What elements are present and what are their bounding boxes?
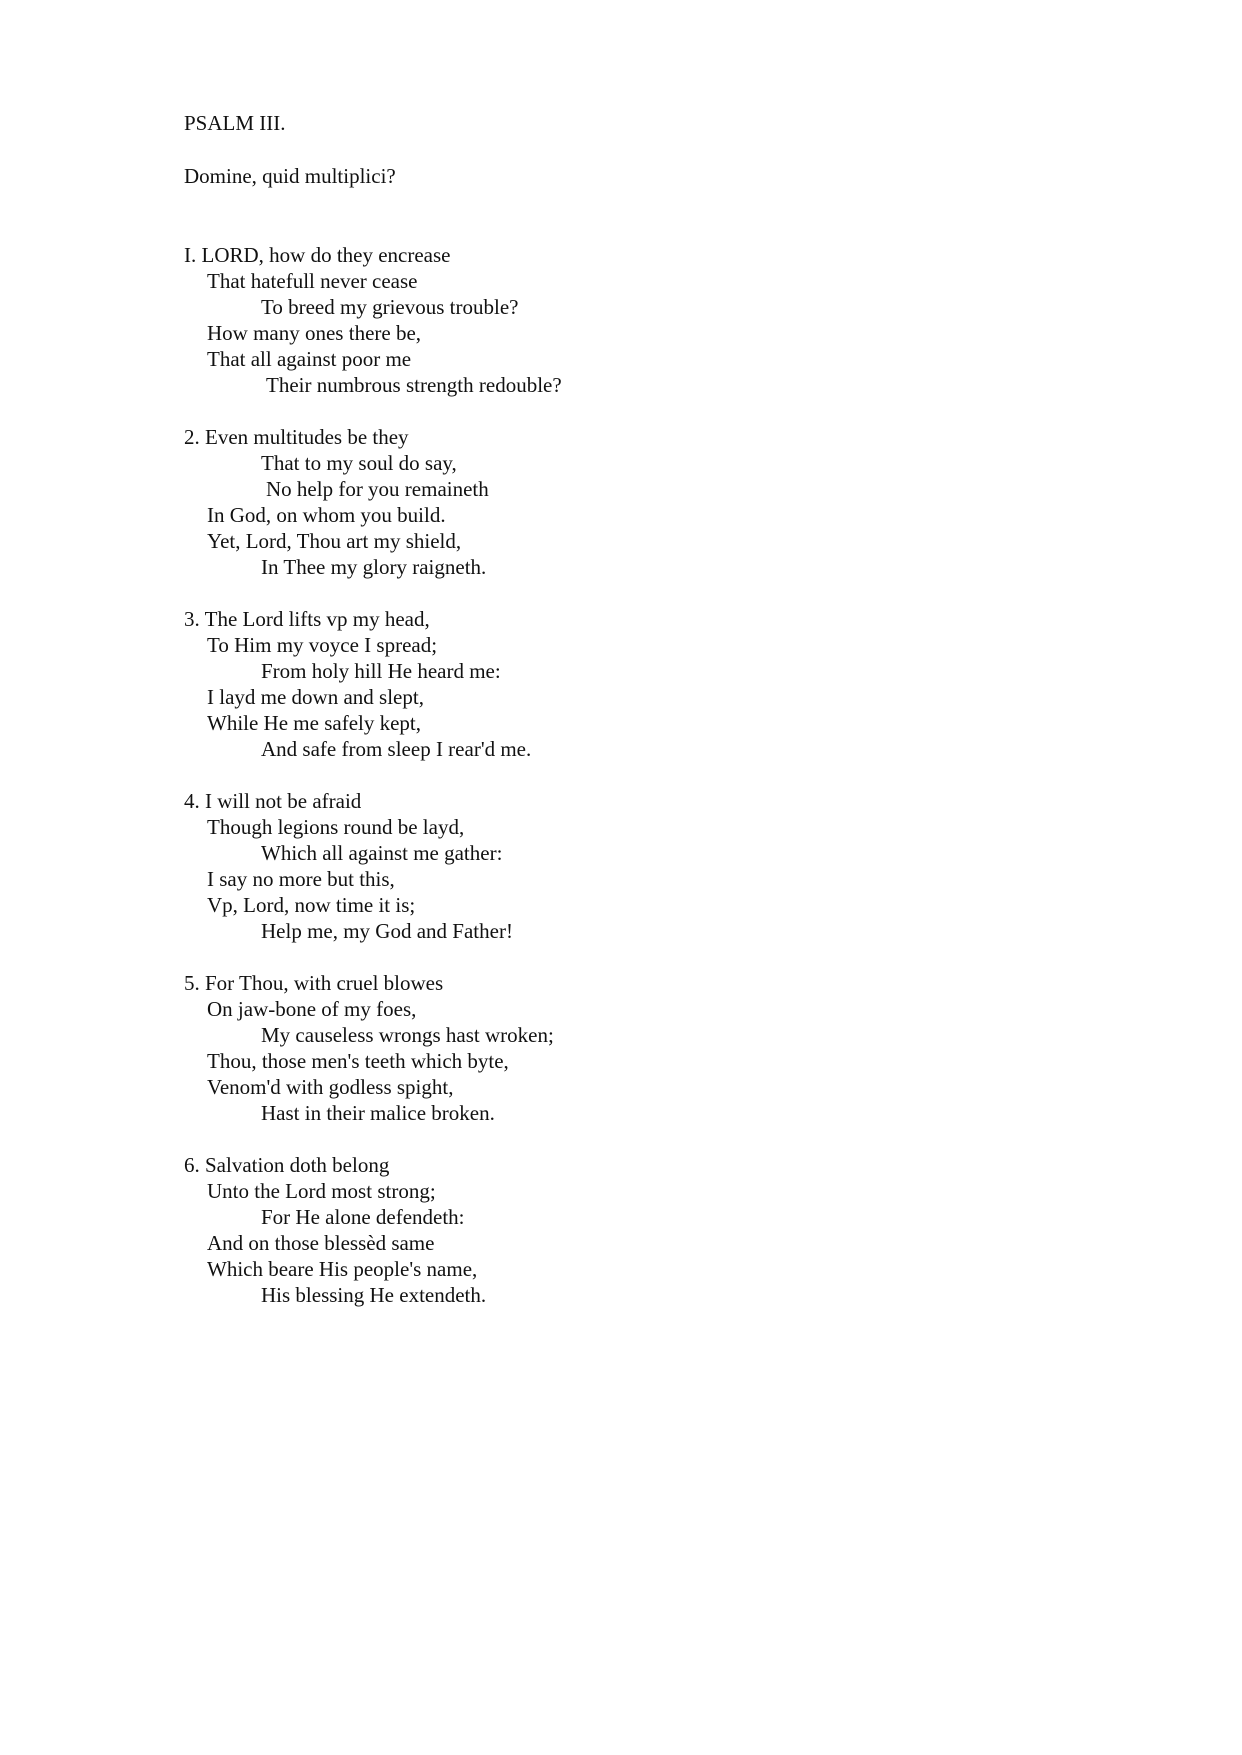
verse-line: Thou, those men's teeth which byte, — [207, 1049, 509, 1073]
verse-line: Hast in their malice broken. — [261, 1101, 495, 1125]
verse-line: Help me, my God and Father! — [261, 919, 513, 943]
verse-line: No help for you remaineth — [266, 477, 489, 501]
verse-line: Which all against me gather: — [261, 841, 503, 865]
stanza-5 — [184, 970, 562, 1126]
verse-line: Their numbrous strength redouble? — [266, 373, 562, 397]
stanza-1 — [184, 242, 562, 398]
verse-line: 4. I will not be afraid — [184, 789, 362, 813]
verse-line: In Thee my glory raigneth. — [261, 555, 487, 579]
verse-line: That to my soul do say, — [261, 451, 457, 475]
verse-line: Yet, Lord, Thou art my shield, — [207, 529, 462, 553]
verse-line: Vp, Lord, now time it is; — [207, 893, 416, 917]
verse-line: 6. Salvation doth belong — [184, 1153, 390, 1177]
poem-body — [184, 242, 562, 1334]
verse-line: How many ones there be, — [207, 321, 422, 345]
verse-line: My causeless wrongs hast wroken; — [261, 1023, 554, 1047]
verse-line: For He alone defendeth: — [261, 1205, 465, 1229]
verse-line: I say no more but this, — [207, 867, 395, 891]
stanza-4 — [184, 788, 562, 944]
verse-line: And safe from sleep I rear'd me. — [261, 737, 532, 761]
verse-line: Though legions round be layd, — [207, 815, 465, 839]
verse-line: 2. Even multitudes be they — [184, 425, 409, 449]
stanza-3 — [184, 606, 562, 762]
verse-line: To breed my grievous trouble? — [261, 295, 519, 319]
verse-line: 3. The Lord lifts vp my head, — [184, 607, 430, 631]
verse-line: I layd me down and slept, — [207, 685, 424, 709]
psalm-title: PSALM III. — [184, 111, 286, 135]
verse-line: I. LORD, how do they encrease — [184, 243, 451, 267]
verse-line: Unto the Lord most strong; — [207, 1179, 436, 1203]
verse-line: To Him my voyce I spread; — [207, 633, 438, 657]
psalm-subtitle: Domine, quid multiplici? — [184, 164, 396, 188]
verse-line: While He me safely kept, — [207, 711, 421, 735]
verse-line: His blessing He extendeth. — [261, 1283, 487, 1307]
verse-line: That all against poor me — [207, 347, 412, 371]
stanza-6 — [184, 1152, 562, 1308]
stanza-2 — [184, 424, 562, 580]
verse-line: In God, on whom you build. — [207, 503, 446, 527]
verse-line: On jaw-bone of my foes, — [207, 997, 417, 1021]
verse-line: Venom'd with godless spight, — [207, 1075, 454, 1099]
verse-line: Which beare His people's name, — [207, 1257, 478, 1281]
verse-line: And on those blessèd same — [207, 1231, 435, 1255]
verse-line: That hatefull never cease — [207, 269, 418, 293]
verse-line: From holy hill He heard me: — [261, 659, 501, 683]
verse-line: 5. For Thou, with cruel blowes — [184, 971, 444, 995]
